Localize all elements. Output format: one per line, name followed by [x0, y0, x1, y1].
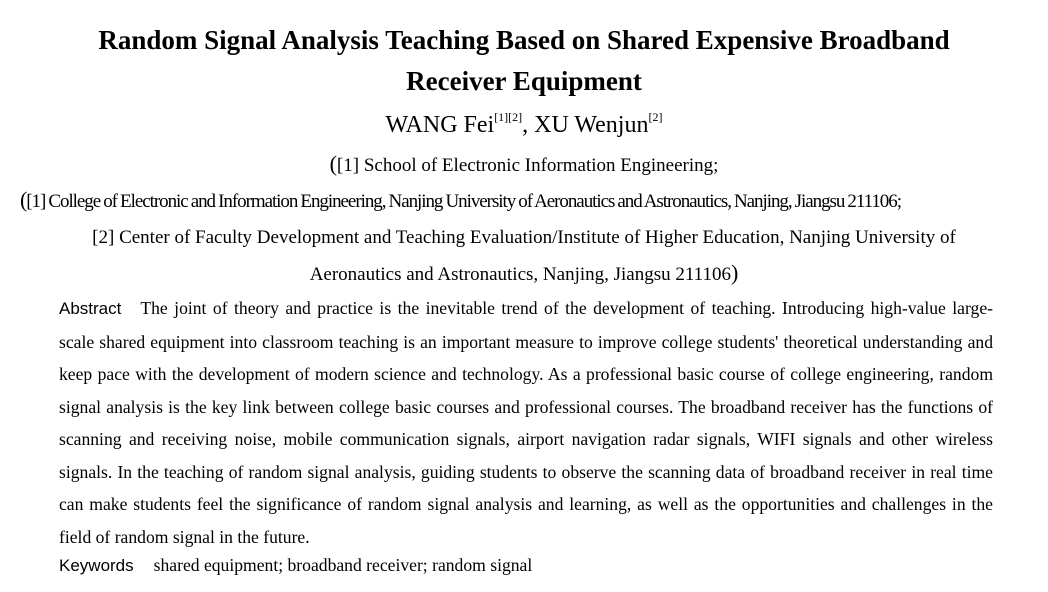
- author-name: WANG Fei: [385, 112, 495, 138]
- abstract-section: [59, 292, 993, 553]
- affiliation-text: [1] School of Electronic Information Engineering;: [336, 155, 719, 176]
- keywords-label: Keywords: [59, 556, 134, 575]
- affiliation-line-4: [0, 261, 1048, 287]
- author-list: [0, 110, 1048, 140]
- affiliation-text: [1] College of Electronic and Information Engineering, Nanjing University of Aeronautics and Astronautics, Nanjing, Jiangsu 211106;: [26, 191, 901, 212]
- author-name: XU Wenjun: [534, 112, 649, 138]
- affiliation-open-paren: (: [329, 151, 337, 176]
- author-separator: ,: [522, 112, 535, 138]
- abstract-label: Abstract: [59, 299, 122, 318]
- keywords-text: shared equipment; broadband receiver; random signal: [153, 555, 533, 575]
- affiliation-open-paren: (: [20, 187, 27, 212]
- paper-title-line-2: Receiver Equipment: [406, 66, 642, 96]
- affiliation-line-3: [0, 226, 1048, 250]
- affiliation-line-1: [0, 152, 1048, 178]
- author-affiliation-marks: [2]: [648, 110, 663, 124]
- affiliation-text: [2] Center of Faculty Development and Teaching Evaluation/Institute of Higher Education, Nanjing University of: [92, 227, 956, 248]
- affiliation-line-2: [20, 188, 1028, 214]
- keywords-section: [59, 551, 532, 580]
- author-affiliation-marks: [1][2]: [494, 110, 523, 124]
- abstract-text: The joint of theory and practice is the inevitable trend of the development of teaching. Introducing high-value large-scale shared equipment into classroom teaching is an important measure to improve college students' theoretical understanding and keep pace with the development of modern science and technology. As a professional basic course of college engineering, random signal analysis is the key link between college basic courses and professional courses. The broadband receiver has the functions of scanning and receiving noise, mobile communication signals, airport navigation radar signals, WIFI signals and other wireless signals. In the teaching of random signal analysis, guiding students to observe the scanning data of broadband receiver in real time can make students feel the significance of random signal analysis and learning, as well as the opportunities and challenges in the field of random signal in the future.: [59, 298, 993, 547]
- affiliation-close-paren: ): [730, 260, 739, 285]
- affiliation-text: Aeronautics and Astronautics, Nanjing, Jiangsu 211106: [309, 264, 731, 285]
- paper-title-line-1: Random Signal Analysis Teaching Based on Shared Expensive Broadband: [98, 25, 950, 55]
